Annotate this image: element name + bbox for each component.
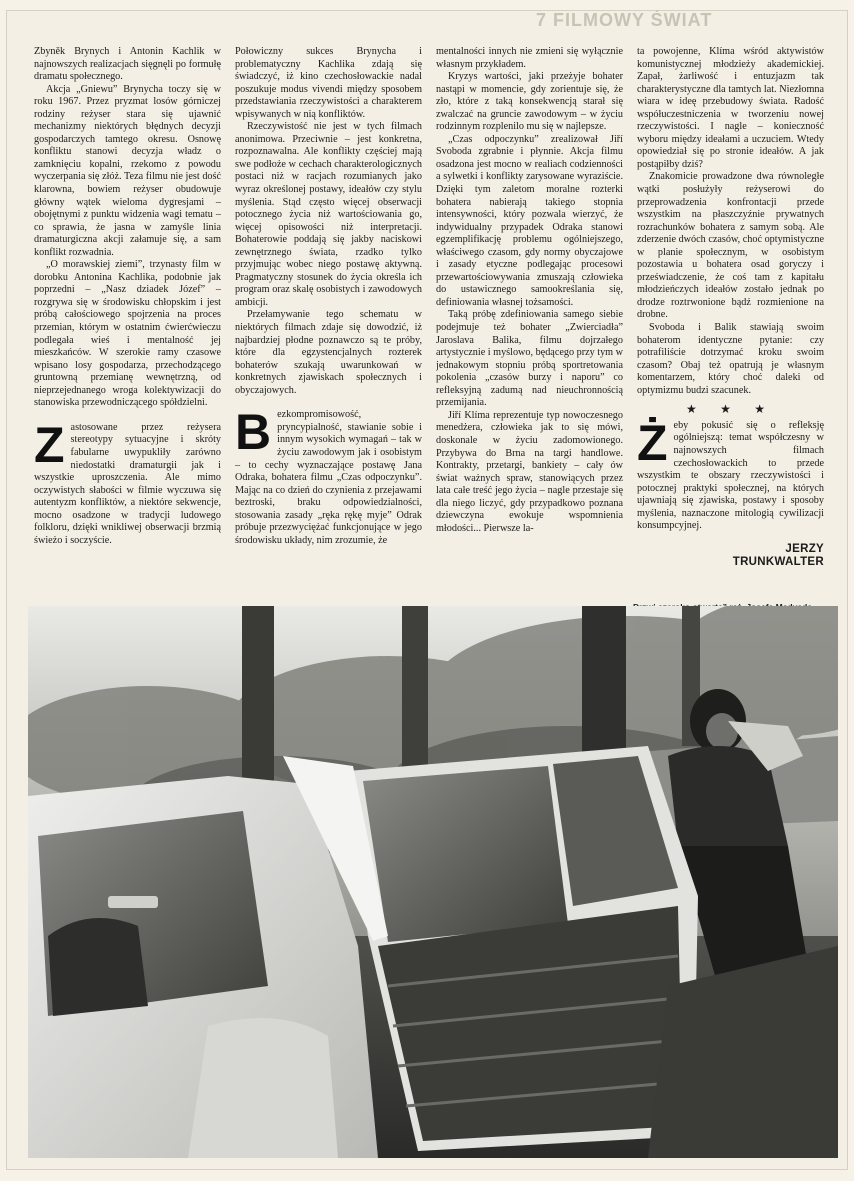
paragraph-text: astosowane przez reżysera stereotypy sytuacyjne i skróty fabularne uwypukliły zarówno niedostatki dramaturgii jak i wszystkie uproszczenia. Ale mimo oczywistych słabości w filmie wyczuwa się autentyzm konfliktów, a niektóre sekwencje, mocno osadzone w tradycji ludowego folkloru, dzięki wnikliwej obserwacji brzmią świeżo i soczyście. bbox=[34, 421, 221, 546]
paragraph: „Czas odpoczynku” zrealizował Jiří Svoboda zgrabnie i płynnie. Akcja filmu osadzona jest mocno w realiach codzienności a sylwetki i konflikty zarysowane wyraziście. Dzięki tym zaletom moralne rozterki bohatera nabierają takiego stopnia intensywności, który pozwala wierzyć, że indywidualny przypadek Odraka stanowi egzemplifikację problemu ogólniejszego, właściwego czasom, gdy normy obyczajowe i zasady etyczne podlegając procesowi przewartościowywania zmuszają człowieka do ustawicznego samookreślania się, definiowania własnej tożsamości. bbox=[436, 133, 623, 308]
paragraph: Przełamywanie tego schematu w niektórych filmach zdaje się dowodzić, iż najbardziej płodne poznawczo są te próby, które dla egzystencjalnych rozterek bohaterów szukają uwarunkowań w konkretnych zjawiskach społecznych i obyczajowych. bbox=[235, 309, 422, 396]
drop-cap: Ż bbox=[637, 414, 668, 471]
paragraph-with-dropcap bbox=[235, 404, 422, 547]
paragraph: Kryzys wartości, jaki przeżyje bohater nastąpi w momencie, gdy zorientuje się, że zło, które z taką konsekwencją starał się zwalczać na gruncie zawodowym – w życiu rodzinnym rozplenilo mu się w najlepsze. bbox=[436, 71, 623, 133]
article-columns bbox=[34, 46, 824, 594]
top-strip-heading: 7 FILMOWY ŚWIAT bbox=[536, 10, 713, 30]
column-4 bbox=[637, 46, 824, 594]
paragraph: Akcja „Gniewu” Brynycha toczy się w roku 1967. Przez pryzmat losów górniczej rodziny reżyser stara się ujawnić mechanizmy niektórych błędnych decyzji gospodarczych tamtego okresu. Osnowę konfliktu stanowi decyzja władz o zamknięciu kopalni, rzekomo z powodu wyczerpania się złóż. Teza filmu nie jest dość klarowna, bowiem reżyser obudowuje główny wątek wieloma dygresjami – obojętnymi z punktu widzenia wagi tematu – co sprawia, że jasna w zamyśle linia dramaturgiczna akcji załamuje się, a sam konflikt rozwadnia. bbox=[34, 83, 221, 258]
drop-cap: B bbox=[235, 404, 272, 461]
author-last-name: TRUNKWALTER bbox=[732, 555, 824, 568]
paragraph: ta powojenne, Klíma wśród aktywistów komunistycznej młodzieży akademickiej. Zapał, żarliwość i entuzjazm tak charakterystyczne dla tamtych lat. Niezłomna wiara w ideę przebudowy świata. Radość współuczestniczenia w tworzeniu nowej rzeczywistości. I nagle – konieczność wyboru między ideałami a uczuciem. Wtedy opowiedział się po stronie ideałów. A jak postąpiłby dziś? bbox=[637, 46, 824, 170]
paragraph: Taką próbę zdefiniowania samego siebie podejmuje też bohater „Zwierciadła” Jaroslava Balika, filmu dojrzałego artystycznie i myślowo, będącego przy tym w jednakowym stopniu próbą sportretowania pokolenia „czasów burzy i naporu” co refleksyjną zadumą nad nieuchronnością przemijania. bbox=[436, 309, 623, 409]
paragraph-with-dropcap bbox=[637, 414, 824, 533]
paragraph: Rzeczywistość nie jest w tych filmach anonimowa. Przeciwnie – jest konkretna, rozpoznawalna. Ale konflikty częściej mają swe podłoże w cechach charakterologicznych postaci niż w racjach rozumianych jako wyraz określonej postawy, ideałów czy stylu myślenia. Stąd często więcej obserwacji potocznego życia niż wartościowania go, więcej opisowości niż interpretacji. Bohaterowie poddają się jakby naciskowi zewnętrznego świata, rzadko tylko przyjmując wobec niego postawę aktywną. Pragmatyczny stosunek do życia określa ich program oraz skalę osobistych i zawodowych ambicji. bbox=[235, 121, 422, 308]
paragraph: Svoboda i Balik stawiają swoim bohaterom identyczne pytanie: czy potrafiliście dotrzymać kroku swoim czasom? Obaj też opatrują je własnym komentarzem, który choć daleki od optymizmu budzi szacunek. bbox=[637, 322, 824, 396]
paragraph-text: ezkompromisowość, pryncypialność, stawianie sobie i innym wysokich wymagań – tak w życiu zawodowym jak i osobistym – to cechy wyznaczające postawę Jana Odraka, bohatera filmu „Czas odpoczynku”. Mając na co dzień do czynienia z przejawami beztroski, braku odpowiedzialności, stosowania zasady „ręka rękę myje” Odrak próbuje przezwyciężać funkcjonujące w jego środowisku układy, nim zrozumie, że bbox=[235, 409, 422, 546]
paragraph: Jiří Klíma reprezentuje typ nowoczesnego menedżera, człowieka jak to się mówi, doskonale w życiu zadomowionego. Przybywa do Brna na targi handlowe. Kontrakty, przetargi, bankiety – cały ów świat ważnych spraw, stanowiących przez lata całe treść jego życia – nagle przestaje się dla niego liczyć, gdy przypadkowo poznana dziewczyna ewokuje wspomnienia młodości... Pierwsze la- bbox=[436, 409, 623, 534]
section-stars: ★ ★ ★ bbox=[686, 402, 775, 417]
paragraph: Zbyněk Brynych i Antonin Kachlik w najnowszych realizacjach sięgnęli po formułę dramatu społecznego. bbox=[34, 46, 221, 83]
film-still-photo bbox=[28, 606, 838, 1158]
author-first-name: JERZY bbox=[785, 542, 824, 555]
paragraph: mentalności innych nie zmieni się wyłącznie własnym przykładem. bbox=[436, 46, 623, 70]
column-1 bbox=[34, 46, 221, 594]
column-3 bbox=[436, 46, 623, 594]
paragraph: „O morawskiej ziemi”, trzynasty film w dorobku Antonina Kachlika, podobnie jak poprzedni – „Nasz dziadek Józef” – rozgrywa się w środowisku chłopskim i jest próbą całościowego spojrzenia na proces przemian, którym w ostatnim ćwierćwieczu podlegała wieś i mentalność jej mieszkańców. W szerokie ramy czasowe wpisano losy gospodarza, przechodzącego gruntowną przemianę wewnętrzną, od nieprzejednanego wroga kolektywizacji do stanowiska przewodniczącego spółdzielni. bbox=[34, 259, 221, 409]
paragraph: Połowiczny sukces Brynycha i problematyczny Kachlika zdają się świadczyć, iż kino czechosłowackie nadal poszukuje modus vivendi między sposobem przedstawiania rzeczywistości a charakterem wpisywanych w nią konfliktów. bbox=[235, 46, 422, 120]
photo-illustration bbox=[28, 606, 838, 1158]
column-2 bbox=[235, 46, 422, 594]
paragraph-text: eby pokusić się o refleksję ogólniejszą: temat współczesny w najnowszych filmach czechosłowackich to przede wszystkim te obszary rzeczywistości i potocznej praktyki społecznej, na których ujawniają się zjawiska, postawy i sposoby myślenia, naznaczone mitologią cywilizacji konsumpcyjnej. bbox=[637, 419, 824, 532]
drop-cap: Z bbox=[34, 416, 65, 473]
paragraph-with-dropcap bbox=[34, 416, 221, 547]
paragraph: Znakomicie prowadzone dwa równoległe wątki posłużyły reżyserowi do przeprowadzenia konfrontacji przede wszystkim na płaszczyźnie prywatnych rozrachunków bohatera z samym sobą. Ale zderzenie dwóch czasów, choć optymistyczne w planie społecznym, w osobistym pozostawia u bohatera osad goryczy i przeświadczenie, że coś tam z kapitału młodzieńczych ideałów zostało jednak po drodze roztrwonione bądź rozmienione na drobne. bbox=[637, 171, 824, 321]
author-signature bbox=[637, 543, 824, 569]
